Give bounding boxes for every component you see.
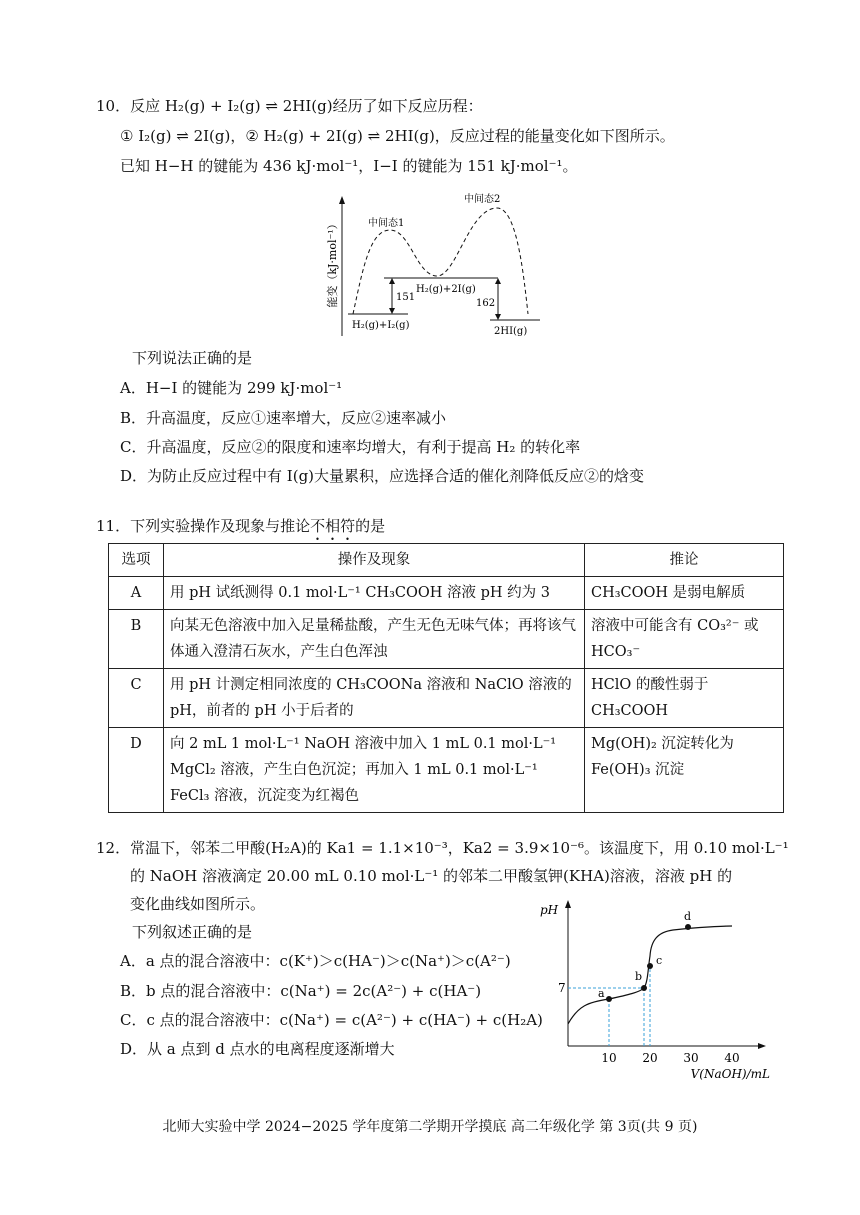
- q12-line1: 12．常温下，邻苯二甲酸(H₂A)的 Ka1 = 1.1×10⁻³，Ka2 = 3.9×10⁻⁶。该温度下，用 0.10 mol·L⁻¹: [96, 839, 789, 857]
- table-row: [109, 610, 784, 669]
- point-c: [647, 963, 653, 969]
- row-operation: 向某无色溶液中加入足量稀盐酸，产生无色无味气体；再将该气体通入澄清石灰水，产生白色浑浊: [164, 610, 585, 669]
- table-row: [109, 669, 784, 728]
- table-row: [109, 577, 784, 610]
- point-b-label: b: [635, 970, 643, 983]
- row-operation: 向 2 mL 1 mol·L⁻¹ NaOH 溶液中加入 1 mL 0.1 mol·L⁻¹ MgCl₂ 溶液，产生白色沉淀；再加入 1 mL 0.1 mol·L⁻¹ FeCl₃ 溶液，沉淀变为红褐色: [164, 728, 585, 813]
- table-row: [109, 728, 784, 813]
- point-a-label: a: [598, 987, 605, 1000]
- row-inference: 溶液中可能含有 CO₃²⁻ 或 HCO₃⁻: [585, 610, 784, 669]
- q12-line3: 变化曲线如图所示。: [130, 895, 266, 913]
- q12-option-c: C．c 点的混合溶液中：c(Na⁺) = c(A²⁻) + c(HA⁻) + c(H₂A): [120, 1011, 543, 1029]
- chart-ylabel: pH: [540, 903, 559, 917]
- q11-emphasis: 不相符: [310, 517, 356, 535]
- intermediate-label: H₂(g)+2I(g): [416, 284, 476, 295]
- point-d: [685, 924, 691, 930]
- ts1-label: 中间态1: [368, 218, 405, 229]
- q12-option-b: B．b 点的混合溶液中：c(Na⁺) = 2c(A²⁻) + c(HA⁻): [120, 982, 482, 1000]
- q12-line2: 的 NaOH 溶液滴定 20.00 mL 0.10 mol·L⁻¹ 的邻苯二甲酸氢钾(KHA)溶液，溶液 pH 的: [130, 867, 733, 885]
- x-tick-label: 30: [683, 1051, 699, 1065]
- q12-option-a: A．a 点的混合溶液中：c(K⁺)＞c(HA⁻)＞c(Na⁺)＞c(A²⁻): [120, 952, 511, 970]
- row-option: A: [109, 577, 164, 610]
- q10-line2: ① I₂(g) ⇌ 2I(g)，② H₂(g) + 2I(g) ⇌ 2HI(g)，反应过程的能量变化如下图所示。: [120, 127, 675, 145]
- row-inference: CH₃COOH 是弱电解质: [585, 577, 784, 610]
- reactant-label: H₂(g)+I₂(g): [352, 320, 410, 331]
- point-b: [641, 985, 647, 991]
- q12-option-d: D．从 a 点到 d 点水的电离程度逐渐增大: [120, 1040, 395, 1058]
- q10-stem: 下列说法正确的是: [132, 349, 253, 367]
- x-tick-label: 40: [724, 1051, 740, 1065]
- q10-option-c: C．升高温度，反应②的限度和速率均增大，有利于提高 H₂ 的转化率: [120, 438, 581, 456]
- titration-chart: [538, 896, 784, 1080]
- chart-xlabel: V(NaOH)/mL: [690, 1067, 770, 1080]
- energy-axis-arrow: [339, 196, 345, 204]
- row-operation: 用 pH 计测定相同浓度的 CH₃COONa 溶液和 NaClO 溶液的 pH，前者的 pH 小于后者的: [164, 669, 585, 728]
- x-tick-label: 20: [642, 1051, 658, 1065]
- q10-option-d: D．为防止反应过程中有 I(g)大量累积，应选择合适的催化剂降低反应②的焓变: [120, 467, 645, 485]
- product-label: 2HI(g): [494, 326, 528, 337]
- q11-title: [96, 516, 385, 544]
- q12-stem: 下列叙述正确的是: [132, 923, 253, 941]
- point-d-label: d: [684, 910, 692, 923]
- header-inference: 推论: [585, 544, 784, 577]
- row-option: C: [109, 669, 164, 728]
- header-operation: 操作及现象: [164, 544, 585, 577]
- q10-line3: 已知 H−H 的键能为 436 kJ·mol⁻¹，I−I 的键能为 151 kJ·mol⁻¹。: [120, 157, 578, 175]
- row-inference: Mg(OH)₂ 沉淀转化为 Fe(OH)₃ 沉淀: [585, 728, 784, 813]
- row-option: B: [109, 610, 164, 669]
- row-option: D: [109, 728, 164, 813]
- y-axis-arrow: [565, 900, 571, 908]
- y7-label: 7: [558, 981, 566, 995]
- x-axis-arrow: [758, 1043, 766, 1049]
- ts2-label: 中间态2: [464, 194, 501, 205]
- row-inference: HClO 的酸性弱于 CH₃COOH: [585, 669, 784, 728]
- point-c-label: c: [656, 954, 663, 967]
- point-a: [606, 996, 612, 1002]
- energy-diagram: [318, 188, 548, 338]
- table-header-row: [109, 544, 784, 577]
- row-operation: 用 pH 试纸测得 0.1 mol·L⁻¹ CH₃COOH 溶液 pH 约为 3: [164, 577, 585, 610]
- energy-ylabel: 能变（kJ·mol⁻¹）: [326, 218, 339, 308]
- q10-line1: 10．反应 H₂(g) + I₂(g) ⇌ 2HI(g)经历了如下反应历程：: [96, 97, 483, 115]
- q10-option-a: A．H−I 的键能为 299 kJ·mol⁻¹: [120, 379, 343, 397]
- delta2-label: 162: [476, 298, 496, 309]
- q11-prefix: 11．下列实验操作及现象与推论: [96, 517, 311, 535]
- page-footer: 北师大实验中学 2024−2025 学年度第二学期开学摸底 高二年级化学 第 3页(共 9 页): [162, 1119, 698, 1135]
- x-tick-label: 10: [601, 1051, 617, 1065]
- q10-option-b: B．升高温度，反应①速率增大，反应②速率减小: [120, 409, 447, 427]
- delta1-label: 151: [396, 292, 416, 303]
- header-option: 选项: [109, 544, 164, 577]
- q11-suffix: 的是: [355, 517, 386, 535]
- q11-table: [108, 543, 784, 813]
